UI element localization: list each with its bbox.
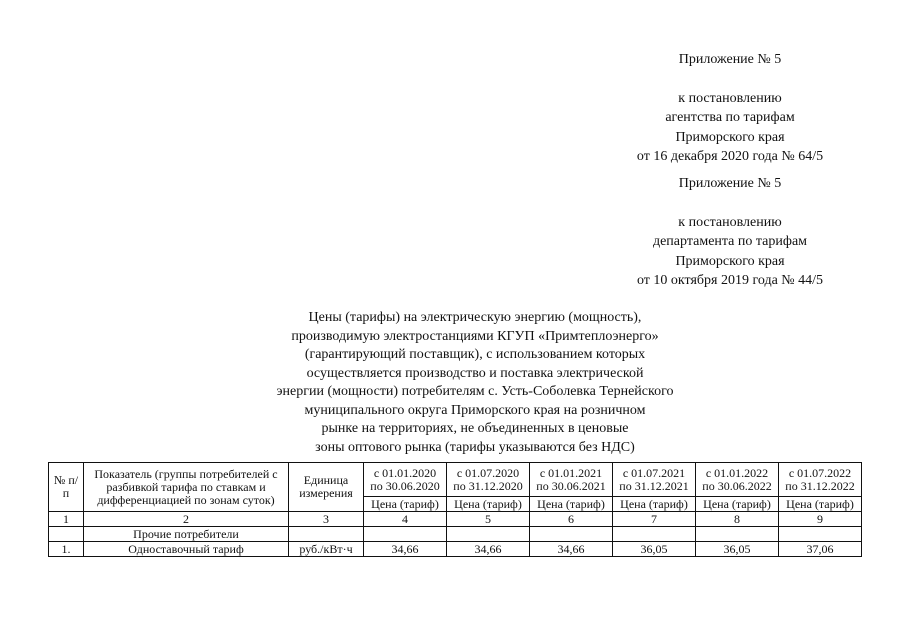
table-row bbox=[49, 542, 862, 557]
empty-cell bbox=[364, 527, 447, 542]
period-header bbox=[364, 463, 447, 497]
annex-header-2 bbox=[600, 174, 860, 291]
column-number: 1 bbox=[49, 512, 84, 527]
title-line: энергии (мощности) потребителям с. Усть-Соболевка Тернейского bbox=[276, 384, 674, 399]
document-title bbox=[235, 309, 715, 457]
empty-cell bbox=[447, 527, 530, 542]
period-from: с 01.07.2022 bbox=[788, 465, 852, 480]
period-header bbox=[530, 463, 613, 497]
col-no-header: № п/п bbox=[49, 463, 84, 512]
tariff-value: 36,05 bbox=[696, 542, 779, 557]
column-number: 2 bbox=[84, 512, 289, 527]
tariff-value: 34,66 bbox=[530, 542, 613, 557]
tariff-value: 37,06 bbox=[779, 542, 862, 557]
tariff-value: 34,66 bbox=[447, 542, 530, 557]
column-number: 7 bbox=[613, 512, 696, 527]
column-number: 4 bbox=[364, 512, 447, 527]
title-line: осуществляется производство и поставка электрической bbox=[306, 365, 644, 381]
row-unit: руб./кВт·ч bbox=[289, 542, 364, 557]
period-from: с 01.01.2021 bbox=[539, 465, 603, 480]
period-to: по 30.06.2021 bbox=[536, 478, 606, 493]
title-line: (гарантирующий поставщик), с использованием которых bbox=[304, 347, 646, 362]
title-line: рынке на территориях, не объединенных в ценовые bbox=[321, 421, 629, 436]
column-number: 5 bbox=[447, 512, 530, 527]
title-line: производимую электростанциями КГУП «Примтеплоэнерго» bbox=[291, 328, 659, 344]
empty-cell bbox=[530, 527, 613, 542]
column-number: 8 bbox=[696, 512, 779, 527]
period-to: по 31.12.2021 bbox=[619, 478, 689, 493]
empty-cell bbox=[779, 527, 862, 542]
column-number: 9 bbox=[779, 512, 862, 527]
period-from: с 01.07.2021 bbox=[622, 465, 686, 480]
tariff-value: 34,66 bbox=[364, 542, 447, 557]
annex-header-1 bbox=[600, 50, 860, 167]
table-header-row bbox=[49, 463, 862, 497]
col-unit-header: Единица измерения bbox=[289, 463, 364, 512]
tariff-table bbox=[48, 462, 862, 557]
tariff-value: 36,05 bbox=[613, 542, 696, 557]
price-label: Цена (тариф) bbox=[613, 497, 696, 512]
period-header bbox=[696, 463, 779, 497]
annex-line: к постановлению bbox=[678, 214, 782, 230]
price-label: Цена (тариф) bbox=[530, 497, 613, 512]
column-number-row bbox=[49, 512, 862, 527]
annex-line: департамента по тарифам bbox=[652, 234, 808, 249]
period-to: по 30.06.2020 bbox=[370, 478, 440, 493]
period-header bbox=[779, 463, 862, 497]
period-from: с 01.01.2022 bbox=[705, 465, 769, 480]
period-to: по 30.06.2022 bbox=[702, 478, 772, 493]
price-label: Цена (тариф) bbox=[364, 497, 447, 512]
col-indicator-header: Показатель (группы потребителей с разбивкой тарифа по ставкам и дифференциацией по зонам суток) bbox=[84, 463, 289, 512]
period-to: по 31.12.2020 bbox=[453, 478, 523, 493]
group-label: Прочие потребители bbox=[84, 527, 289, 542]
price-label: Цена (тариф) bbox=[779, 497, 862, 512]
period-header bbox=[613, 463, 696, 497]
annex-line: к постановлению bbox=[678, 90, 782, 106]
period-from: с 01.07.2020 bbox=[456, 465, 520, 480]
empty-cell bbox=[696, 527, 779, 542]
period-to: по 31.12.2022 bbox=[785, 478, 855, 493]
annex-line: Приморского края bbox=[675, 253, 785, 269]
title-line: Цены (тарифы) на электрическую энергию (мощность), bbox=[308, 310, 642, 325]
title-line: муниципального округа Приморского края на розничном bbox=[304, 402, 646, 418]
annex-line: от 16 декабря 2020 года № 64/5 bbox=[636, 149, 824, 164]
row-indicator: Одноставочный тариф bbox=[84, 542, 289, 557]
period-header bbox=[447, 463, 530, 497]
annex-line: Приморского края bbox=[675, 129, 785, 145]
row-number: 1. bbox=[49, 542, 84, 557]
empty-cell bbox=[49, 527, 84, 542]
price-label: Цена (тариф) bbox=[696, 497, 779, 512]
empty-cell bbox=[613, 527, 696, 542]
annex-label: Приложение № 5 bbox=[678, 176, 782, 191]
column-number: 3 bbox=[289, 512, 364, 527]
title-line: зоны оптового рынка (тарифы указываются без НДС) bbox=[315, 439, 635, 455]
annex-line: от 10 октября 2019 года № 44/5 bbox=[636, 273, 824, 288]
period-from: с 01.01.2020 bbox=[373, 465, 437, 480]
group-row bbox=[49, 527, 862, 542]
price-label: Цена (тариф) bbox=[447, 497, 530, 512]
annex-line: агентства по тарифам bbox=[665, 110, 795, 125]
empty-cell bbox=[289, 527, 364, 542]
column-number: 6 bbox=[530, 512, 613, 527]
annex-label: Приложение № 5 bbox=[678, 52, 782, 67]
